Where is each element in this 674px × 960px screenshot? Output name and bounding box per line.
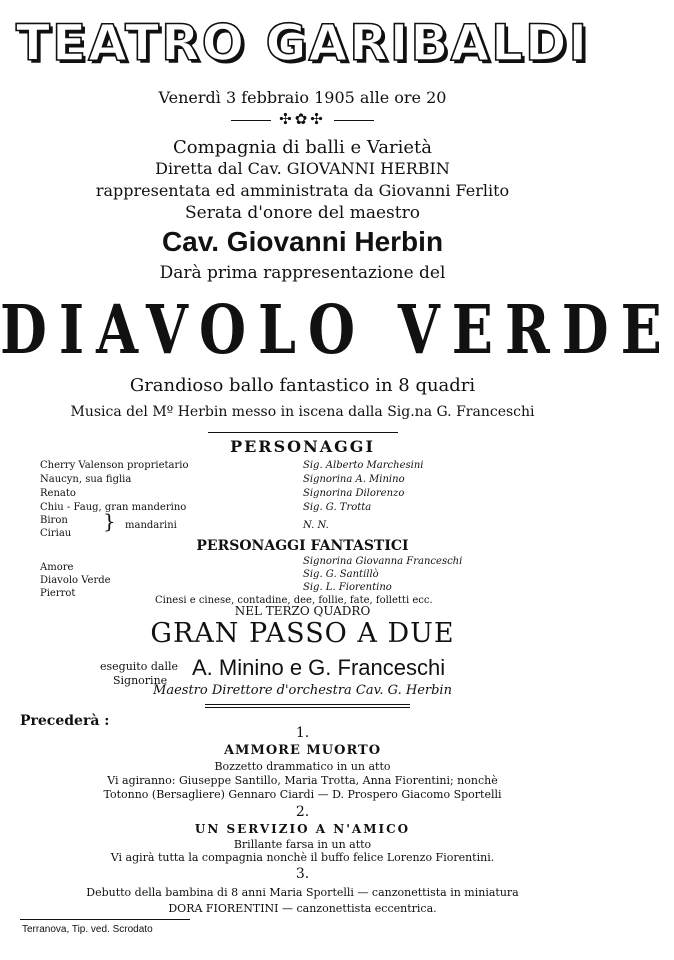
performed-by-line-1: eseguito dalle	[100, 660, 178, 673]
role-6: Ciriau	[40, 528, 72, 539]
dancers-names: A. Minino e G. Franceschi	[192, 655, 446, 680]
performed-by-line-2: Signorine	[113, 674, 168, 687]
company-line-3: rappresentata ed amministrata da Giovanni Ferlito	[95, 181, 510, 200]
role-4: Chiu - Faug, gran manderino	[40, 502, 187, 513]
fantastic-actor-1: Signorina Giovanna Franceschi	[303, 556, 463, 567]
passo-rule-2	[205, 707, 410, 708]
date-line: Venerdì 3 febbraio 1905 alle ore 20	[158, 88, 447, 107]
actor-3: Signorina Dilorenzo	[303, 488, 405, 499]
item-1-cast-1: Vi agiranno: Giuseppe Santillo, Maria Trotta, Anna Fiorentini; nonchè	[107, 774, 498, 787]
fantastic-role-1: Amore	[40, 562, 74, 573]
item-2-number: 2.	[295, 804, 310, 820]
item-2-title: UN SERVIZIO A N'AMICO	[194, 822, 411, 836]
ornament-glyph: ✣✿✣	[279, 110, 326, 128]
show-title: DIAVOLO VERDE	[0, 289, 674, 369]
show-subtitle: Grandioso ballo fantastico in 8 quadri	[129, 375, 476, 396]
show-music-credit: Musica del Mº Herbin messo in iscena dalla Sig.na G. Franceschi	[70, 404, 535, 420]
item-1-number: 1.	[295, 725, 310, 741]
footer-rule	[20, 919, 190, 920]
fantastic-actor-2: Sig. G. Santillò	[303, 569, 379, 580]
company-line-4: Serata d'onore del maestro	[185, 203, 420, 223]
fantastic-actor-3: Sig. L. Fiorentino	[303, 582, 392, 593]
company-line-2: Diretta dal Cav. GIOVANNI HERBIN	[155, 159, 450, 178]
company-line-5: Darà prima rappresentazione del	[159, 263, 446, 283]
fantastic-role-2: Diavolo Verde	[40, 575, 111, 586]
honoree-name: Cav. Giovanni Herbin	[161, 226, 444, 257]
personaggi-heading: PERSONAGGI	[230, 437, 375, 456]
item-3-number: 3.	[295, 866, 310, 882]
company-line-1: Compagnia di balli e Varietà	[173, 137, 432, 158]
role-1: Cherry Valenson proprietario	[40, 460, 189, 471]
item-3-line-1: Debutto della bambina di 8 anni Maria Sportelli — canzonettista in miniatura	[86, 886, 519, 899]
fantastici-heading: PERSONAGGI FANTASTICI	[196, 538, 409, 554]
poster-title: TEATRO GARIBALDI	[15, 14, 590, 72]
actor-4: Sig. G. Trotta	[303, 502, 372, 513]
fantastic-role-3: Pierrot	[40, 588, 76, 599]
item-2-cast: Vi agirà tutta la compagnia nonchè il buffo felice Lorenzo Fiorentini.	[110, 851, 495, 864]
item-1-title: AMMORE MUORTO	[223, 743, 382, 758]
actor-1: Sig. Alberto Marchesini	[303, 460, 424, 471]
third-scene-label: NEL TERZO QUADRO	[234, 604, 371, 618]
item-2-desc: Brillante farsa in un atto	[233, 838, 372, 851]
passo-title: GRAN PASSO A DUE	[150, 618, 455, 649]
role-5: Biron	[40, 515, 68, 526]
item-1-cast-2: Totonno (Bersagliere) Gennaro Ciardi — D. Prospero Giacomo Sportelli	[103, 788, 502, 801]
passo-rule	[205, 704, 410, 705]
ornament	[0, 110, 605, 128]
brace-mark: }	[103, 509, 116, 533]
printer-credit: Terranova, Tip. ved. Scrodato	[22, 924, 153, 935]
mandarini-label: mandarini	[125, 520, 177, 531]
role-2: Naucyn, sua figlia	[40, 474, 132, 485]
actor-5: N. N.	[303, 520, 329, 531]
item-1-desc: Bozzetto drammatico in un atto	[214, 760, 391, 773]
extras-line: Cinesi e cinese, contadine, dee, follie, fate, folletti ecc.	[155, 595, 433, 606]
role-3: Renato	[40, 488, 76, 499]
actor-2: Signorina A. Minino	[303, 474, 405, 485]
item-3-line-2: DORA FIORENTINI — canzonettista eccentrica.	[168, 902, 437, 915]
conductor-line: Maestro Direttore d'orchestra Cav. G. Herbin	[153, 683, 452, 698]
precedera-label: Precederà :	[20, 713, 110, 729]
personaggi-rule	[208, 432, 398, 433]
